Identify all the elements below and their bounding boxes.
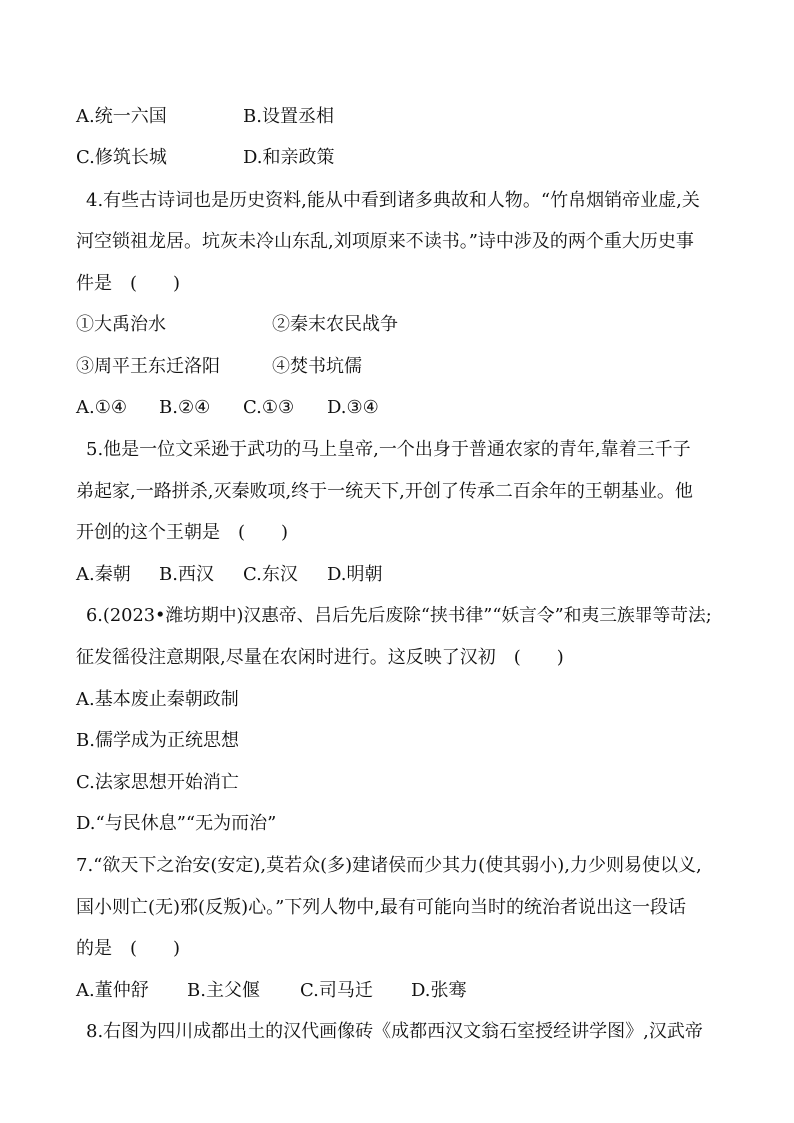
q5-option-d: D.明朝 <box>327 564 383 585</box>
q7-stem-line-3: 的是 ( ) <box>76 938 181 959</box>
q4-stem-line-1: 4.有些古诗词也是历史资料,能从中看到诸多典故和人物。“竹帛烟销帝业虚,关 <box>86 190 700 211</box>
q6-option-c: C.法家思想开始消亡 <box>76 772 239 793</box>
q3-option-a: A.统一六国 <box>76 106 167 127</box>
q4-option-c: C.①③ <box>243 397 295 418</box>
q7-stem-line-2: 国小则亡(无)邪(反叛)心。”下列人物中,最有可能向当时的统治者说出这一段话 <box>76 897 687 918</box>
q3-option-d: D.和亲政策 <box>243 147 335 168</box>
q4-option-d: D.③④ <box>327 397 379 418</box>
q6-stem-line-1: 6.(2023•潍坊期中)汉惠帝、吕后先后废除“挟书律”“妖言令”和夷三族罪等苛法; <box>86 606 712 626</box>
q6-stem-line-2: 征发徭役注意期限,尽量在农闲时进行。这反映了汉初 ( ) <box>76 647 564 668</box>
q4-stem-line-3: 件是 ( ) <box>76 273 181 294</box>
q6-option-b: B.儒学成为正统思想 <box>76 730 239 751</box>
q5-option-c: C.东汉 <box>243 564 298 585</box>
q4-item-1: ①大禹治水 <box>76 314 166 335</box>
q7-option-c: C.司马迁 <box>300 980 373 1001</box>
q7-option-a: A.董仲舒 <box>76 980 149 1001</box>
q4-stem-line-2: 河空锁祖龙居。坑灰未冷山东乱,刘项原来不读书。”诗中涉及的两个重大历史事 <box>76 231 694 252</box>
q3-option-c: C.修筑长城 <box>76 147 167 168</box>
q8-stem-line-1: 8.右图为四川成都出土的汉代画像砖《成都西汉文翁石室授经讲学图》,汉武帝 <box>86 1021 703 1042</box>
q7-option-d: D.张骞 <box>411 980 467 1001</box>
q7-stem-line-1: 7.“欲天下之治安(安定),莫若众(多)建诸侯而少其力(使其弱小),力少则易使以义, <box>76 855 702 876</box>
q3-option-b: B.设置丞相 <box>243 106 334 127</box>
q7-option-b: B.主父偃 <box>187 980 260 1001</box>
q5-option-b: B.西汉 <box>159 564 214 585</box>
q4-item-3: ③周平王东迁洛阳 <box>76 356 220 377</box>
q5-stem-line-1: 5.他是一位文采逊于武功的马上皇帝,一个出身于普通农家的青年,靠着三千子 <box>86 439 691 460</box>
q5-stem-line-3: 开创的这个王朝是 ( ) <box>76 522 289 543</box>
q4-option-a: A.①④ <box>76 397 127 418</box>
q5-option-a: A.秦朝 <box>76 564 131 585</box>
q5-stem-line-2: 弟起家,一路拼杀,灭秦败项,终于一统天下,开创了传承二百余年的王朝基业。他 <box>76 481 693 502</box>
q4-item-2: ②秦末农民战争 <box>272 314 398 335</box>
q6-option-d: D.“与民休息”“无为而治” <box>76 813 277 834</box>
q4-option-b: B.②④ <box>159 397 211 418</box>
q6-option-a: A.基本废止秦朝政制 <box>76 689 239 710</box>
q4-item-4: ④焚书坑儒 <box>272 356 362 377</box>
